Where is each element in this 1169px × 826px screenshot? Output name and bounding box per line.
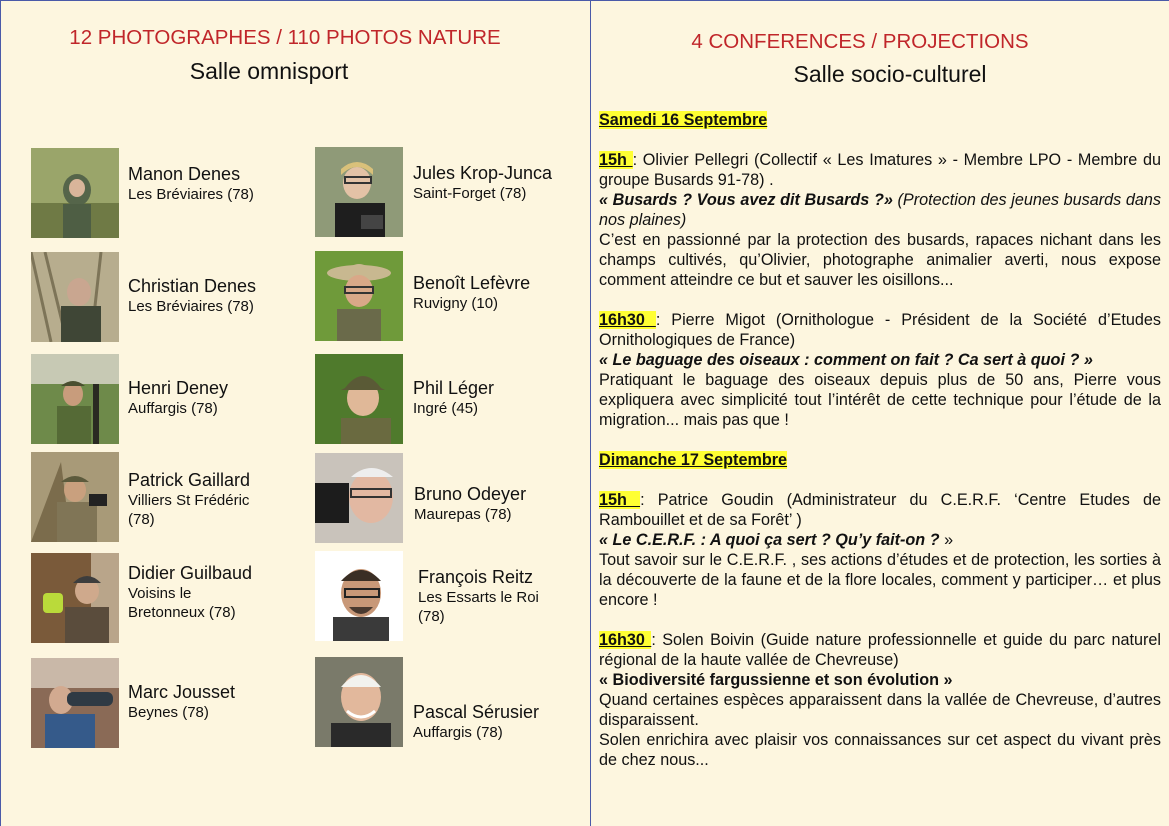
photographer-name: Pascal Sérusier <box>413 702 540 722</box>
photographer-name: Jules Krop-Junca <box>413 163 553 183</box>
photographer-location: Beynes (78) <box>128 704 209 721</box>
portrait-photo <box>31 553 119 643</box>
talk-speaker: 16h30 : Pierre Migot (Ornithologue - Président de la Société d’Etudes Ornithologiques de France) <box>599 311 1161 349</box>
talk-time: 15h <box>599 491 641 509</box>
photographer-location: Les Bréviaires (78) <box>128 186 254 203</box>
exhibition-title: 12 PHOTOGRAPHES / 110 PHOTOS NATURE <box>69 26 501 49</box>
photographer-name: Didier Guilbaud <box>128 563 253 583</box>
photographer-location: Villiers St Frédéric (78) <box>128 492 250 528</box>
talk-speaker: 15h : Olivier Pellegri (Collectif « Les Imatures » - Membre LPO - Membre du groupe Busards 91-78) . <box>599 151 1161 189</box>
day-heading: Samedi 16 Septembre <box>599 111 768 129</box>
photographer-location: Les Essarts le Roi (78) <box>418 589 539 625</box>
photographer-card <box>315 657 585 749</box>
photographer-card <box>315 251 585 343</box>
photographer-card <box>31 252 301 344</box>
portrait-photo <box>31 452 119 542</box>
talk-description: C’est en passionné par la protection des busards, rapaces nichant dans les champs cultivés, qu’Olivier, photographe animalier averti, nous expose comment atteindre ce but et sauver les oisillons... <box>599 231 1161 289</box>
photographer-card <box>31 148 301 240</box>
photographer-location: Saint-Forget (78) <box>413 185 527 202</box>
talk-time: 16h30 <box>599 311 656 329</box>
talk-speaker: 16h30 : Solen Boivin (Guide nature professionnelle et guide du parc naturel régional de la haute vallée de Chevreuse) <box>599 631 1161 669</box>
conferences-venue: Salle socio-culturel <box>793 61 987 87</box>
portrait-photo <box>315 551 403 641</box>
talk-description: Quand certaines espèces apparaissent dans la vallée de Chevreuse, d’autres disparaissent. <box>599 691 1161 729</box>
photographer-card <box>315 551 585 643</box>
talk-title: « Biodiversité fargussienne et son évolution » <box>599 671 953 689</box>
photographer-card <box>315 453 585 545</box>
photographer-card <box>315 147 585 239</box>
portrait-photo <box>315 657 403 747</box>
photographer-location: Ingré (45) <box>413 400 479 417</box>
column-divider <box>590 0 591 826</box>
left-border <box>0 0 1 826</box>
day-heading: Dimanche 17 Septembre <box>599 451 788 469</box>
top-border <box>0 0 1169 1</box>
portrait-photo <box>31 148 119 238</box>
talk-title: « Le baguage des oiseaux : comment on fait ? Ca sert à quoi ? » <box>599 351 1093 369</box>
conferences-title: 4 CONFERENCES / PROJECTIONS <box>691 30 1029 53</box>
portrait-photo <box>31 252 119 342</box>
photographer-location: Auffargis (78) <box>413 724 503 741</box>
talk-time: 16h30 <box>599 631 652 649</box>
photographer-name: Phil Léger <box>413 378 495 398</box>
talk-speaker: 15h : Patrice Goudin (Administrateur du C.E.R.F. ‘Centre Etudes de Rambouillet et de sa Forêt’ ) <box>599 491 1161 529</box>
exhibition-venue: Salle omnisport <box>189 58 349 84</box>
portrait-photo <box>31 354 119 444</box>
portrait-photo <box>315 453 403 543</box>
photographer-name: Henri Deney <box>128 378 229 398</box>
talk-time: 15h <box>599 151 633 169</box>
photographer-name: Patrick Gaillard <box>128 470 251 490</box>
photographer-name: Marc Jousset <box>128 682 236 702</box>
photographer-name: Bruno Odeyer <box>414 484 527 504</box>
portrait-photo <box>315 147 403 237</box>
photographer-card <box>31 354 301 446</box>
photographer-name: Manon Denes <box>128 164 241 184</box>
photographer-name: Christian Denes <box>128 276 257 296</box>
talk-description: Solen enrichira avec plaisir vos connaissances sur cet aspect du vivant près de chez nous... <box>599 731 1161 769</box>
talk-description: Pratiquant le baguage des oiseaux depuis plus de 50 ans, Pierre vous expliquera avec simplicité tout l’intérêt de cette technique pour l’étude de la migration... mais pas que ! <box>599 371 1161 429</box>
portrait-photo <box>315 251 403 341</box>
photographer-card <box>315 354 585 446</box>
photographer-name: François Reitz <box>418 567 534 587</box>
talk-description: Tout savoir sur le C.E.R.F. , ses actions d’études et de protection, les sorties à la découverte de la faune et de la flore locales, comment y participer… et plus encore ! <box>599 551 1161 609</box>
talk-title: « Busards ? Vous avez dit Busards ?» (Protection des jeunes busards dans nos plaines) <box>599 191 1161 229</box>
portrait-photo <box>31 658 119 748</box>
talk-title: « Le C.E.R.F. : A quoi ça sert ? Qu’y fait-on ? » <box>599 531 954 549</box>
photographer-card <box>31 553 301 645</box>
portrait-photo <box>315 354 403 444</box>
photographer-location: Maurepas (78) <box>414 506 512 523</box>
photographer-card <box>31 658 301 750</box>
photographer-location: Voisins le Bretonneux (78) <box>128 585 236 621</box>
photographer-card <box>31 452 301 544</box>
photographer-location: Auffargis (78) <box>128 400 218 417</box>
conference-schedule <box>599 110 1161 770</box>
photographer-location: Ruvigny (10) <box>413 295 499 312</box>
photographer-name: Benoît Lefèvre <box>413 273 531 293</box>
photographer-location: Les Bréviaires (78) <box>128 298 254 315</box>
